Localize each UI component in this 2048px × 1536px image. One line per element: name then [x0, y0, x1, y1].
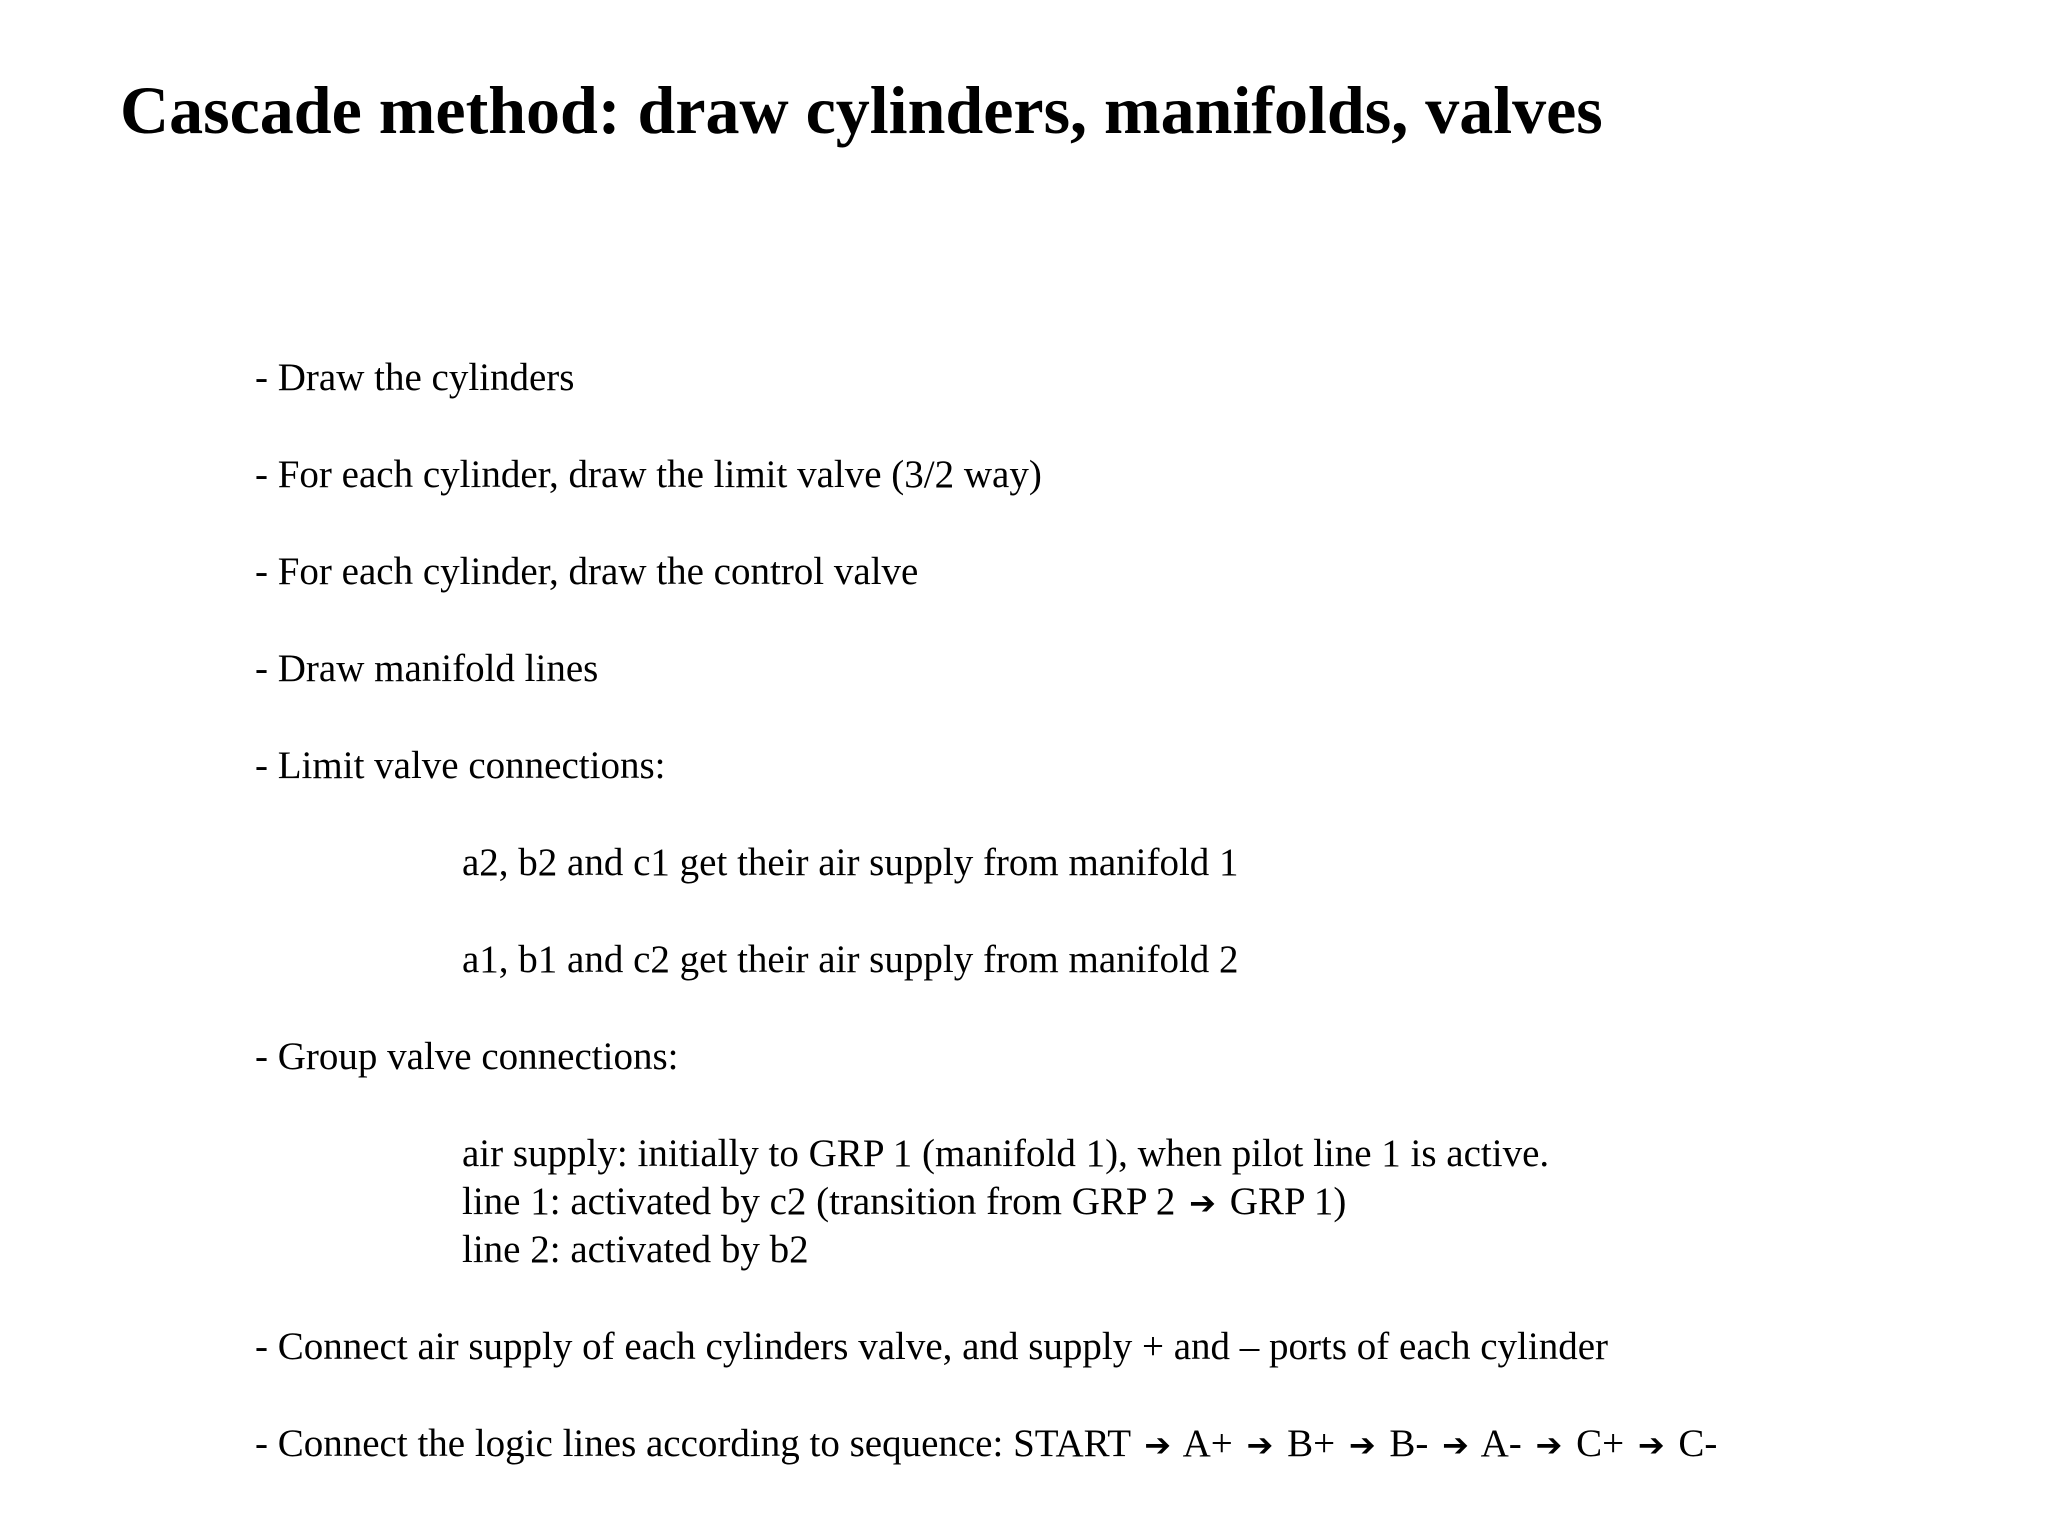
step-draw-cylinders: - Draw the cylinders	[255, 356, 575, 399]
limit-valve-manifold-2: a1, b1 and c2 get their air supply from manifold 2	[462, 938, 1239, 981]
step-limit-valve: - For each cylinder, draw the limit valve (3/2 way)	[255, 453, 1042, 496]
arrow-right-icon: ➔	[1535, 1426, 1563, 1464]
group-valve-line-1	[462, 1178, 1346, 1227]
step-logic-lines	[255, 1420, 1717, 1469]
arrow-right-icon: ➔	[1246, 1426, 1274, 1464]
sequence-step: B+	[1287, 1422, 1336, 1465]
limit-valve-manifold-1: a2, b2 and c1 get their air supply from manifold 1	[462, 841, 1239, 884]
step-connect-air-supply: - Connect air supply of each cylinders valve, and supply + and – ports of each cylinder	[255, 1325, 1609, 1368]
step-limit-valve-connections: - Limit valve connections:	[255, 744, 666, 787]
group-valve-line-2: line 2: activated by b2	[462, 1228, 809, 1271]
sequence-step: C-	[1678, 1422, 1718, 1465]
sequence-step: B-	[1389, 1422, 1429, 1465]
step-group-valve-connections: - Group valve connections:	[255, 1035, 679, 1078]
arrow-right-icon: ➔	[1189, 1184, 1216, 1222]
sequence-step: C+	[1576, 1422, 1625, 1465]
arrow-right-icon: ➔	[1637, 1426, 1665, 1464]
group-valve-line-1-target: GRP 1)	[1229, 1180, 1347, 1223]
sequence-step: A+	[1182, 1422, 1233, 1465]
sequence-step: A-	[1480, 1422, 1522, 1465]
arrow-right-icon: ➔	[1348, 1426, 1376, 1464]
step-manifold-lines: - Draw manifold lines	[255, 647, 599, 690]
logic-lines-prefix: - Connect the logic lines according to sequence: START	[255, 1422, 1131, 1465]
arrow-right-icon: ➔	[1144, 1426, 1171, 1464]
slide-title: Cascade method: draw cylinders, manifolds, valves	[120, 72, 1603, 148]
group-valve-line-1-text: line 1: activated by c2 (transition from GRP 2	[462, 1180, 1176, 1223]
arrow-right-icon: ➔	[1442, 1426, 1469, 1464]
step-control-valve: - For each cylinder, draw the control valve	[255, 550, 919, 593]
group-valve-air-supply: air supply: initially to GRP 1 (manifold 1), when pilot line 1 is active.	[462, 1132, 1550, 1175]
